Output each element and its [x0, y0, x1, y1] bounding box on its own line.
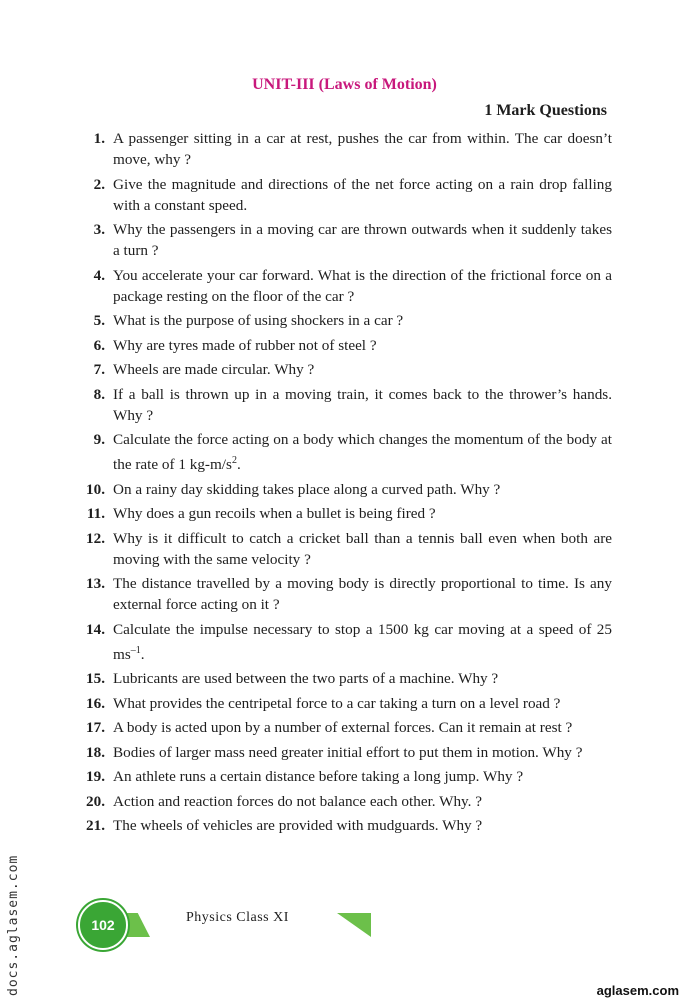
question-number: 9. — [93, 431, 105, 448]
question-number: 5. — [93, 312, 105, 329]
question-number: 19. — [86, 768, 105, 786]
question-item — [78, 359, 612, 380]
question-number: 11. — [86, 505, 105, 523]
question-number: 7. — [93, 361, 105, 378]
question-suffix: . — [140, 645, 145, 663]
question-number: 16. — [86, 694, 105, 712]
unit-title: UNIT-III (Laws of Motion) — [252, 76, 437, 93]
site-credit: aglasem.com — [596, 983, 679, 998]
question-text: A passenger sitting in a car at rest, pushes the car from within. The car doesn’t move, why ? — [113, 130, 612, 168]
question-item — [78, 479, 612, 500]
page-number-badge: 102 — [78, 900, 128, 950]
question-item — [78, 335, 612, 356]
superscript: 2 — [231, 455, 237, 466]
question-number: 21. — [86, 817, 105, 835]
question-text: Wheels are made circular. Why ? — [113, 361, 315, 378]
question-text: An athlete runs a certain distance before taking a long jump. Why ? — [113, 768, 524, 786]
question-text: Bodies of larger mass need greater initial effort to put them in motion. Why ? — [113, 743, 583, 761]
question-text: Lubricants are used between the two parts of a machine. Why ? — [113, 670, 499, 688]
question-number: 1. — [93, 130, 105, 147]
question-number: 18. — [86, 743, 105, 761]
question-text: You accelerate your car forward. What is the direction of the frictional force on a package resting on the floor of the car ? — [113, 266, 612, 305]
footer-triangle — [337, 913, 371, 937]
question-item — [78, 791, 612, 812]
question-item — [78, 503, 612, 524]
question-text: On a rainy day skidding takes place along a curved path. Why ? — [113, 480, 501, 498]
question-number: 13. — [86, 575, 105, 593]
question-number: 12. — [86, 529, 105, 547]
question-item — [78, 742, 612, 763]
question-text: A body is acted upon by a number of external forces. Can it remain at rest ? — [113, 719, 573, 737]
question-item — [78, 265, 612, 307]
question-number: 3. — [93, 221, 105, 238]
question-text: Action and reaction forces do not balance each other. Why. ? — [113, 792, 482, 810]
question-text: What is the purpose of using shockers in a car ? — [113, 312, 404, 329]
question-number: 8. — [93, 385, 105, 403]
question-number: 6. — [93, 336, 105, 354]
question-number: 4. — [93, 266, 105, 284]
question-item — [78, 174, 612, 216]
question-item — [78, 310, 612, 331]
question-text: The wheels of vehicles are provided with mudguards. Why ? — [113, 817, 483, 835]
question-item — [78, 528, 612, 570]
side-watermark: docs.aglasem.com — [6, 854, 21, 996]
question-number: 15. — [86, 670, 105, 688]
question-text: What provides the centripetal force to a car taking a turn on a level road ? — [113, 694, 561, 712]
question-item — [78, 693, 612, 714]
question-suffix: . — [236, 456, 241, 474]
question-text: The distance travelled by a moving body is directly proportional to time. Is any external force acting on it ? — [113, 575, 612, 614]
question-text: Why are tyres made of rubber not of steel ? — [113, 336, 377, 354]
question-text: Calculate the impulse necessary to stop a 1500 kg car moving at a speed of 25 ms — [113, 620, 612, 663]
question-text: Why is it difficult to catch a cricket ball than a tennis ball even when both are moving with the same velocity ? — [113, 529, 612, 568]
question-item — [78, 429, 612, 475]
question-item — [78, 219, 612, 261]
question-list — [78, 128, 612, 840]
question-text: Why does a gun recoils when a bullet is being fired ? — [113, 505, 436, 523]
question-number: 2. — [93, 175, 105, 193]
question-item — [78, 384, 612, 426]
question-item — [78, 619, 612, 665]
question-number: 20. — [86, 792, 105, 810]
section-heading: 1 Mark Questions — [484, 102, 607, 119]
book-title: Physics Class XI — [186, 910, 289, 925]
question-text: Give the magnitude and directions of the net force acting on a rain drop falling with a constant speed. — [113, 175, 612, 214]
question-item — [78, 668, 612, 689]
question-item — [78, 766, 612, 787]
question-text: Calculate the force acting on a body which changes the momentum of the body at the rate of 1 kg-m/s — [113, 431, 612, 474]
question-text: Why the passengers in a moving car are thrown outwards when it suddenly takes a turn ? — [113, 221, 612, 259]
question-number: 14. — [86, 620, 105, 638]
question-item — [78, 815, 612, 836]
question-item — [78, 717, 612, 738]
question-number: 17. — [86, 719, 105, 737]
question-text: If a ball is thrown up in a moving train, it comes back to the thrower’s hands. Why ? — [113, 385, 612, 424]
question-number: 10. — [86, 480, 105, 498]
question-item — [78, 128, 612, 170]
superscript: –1 — [130, 644, 141, 656]
question-item — [78, 573, 612, 615]
